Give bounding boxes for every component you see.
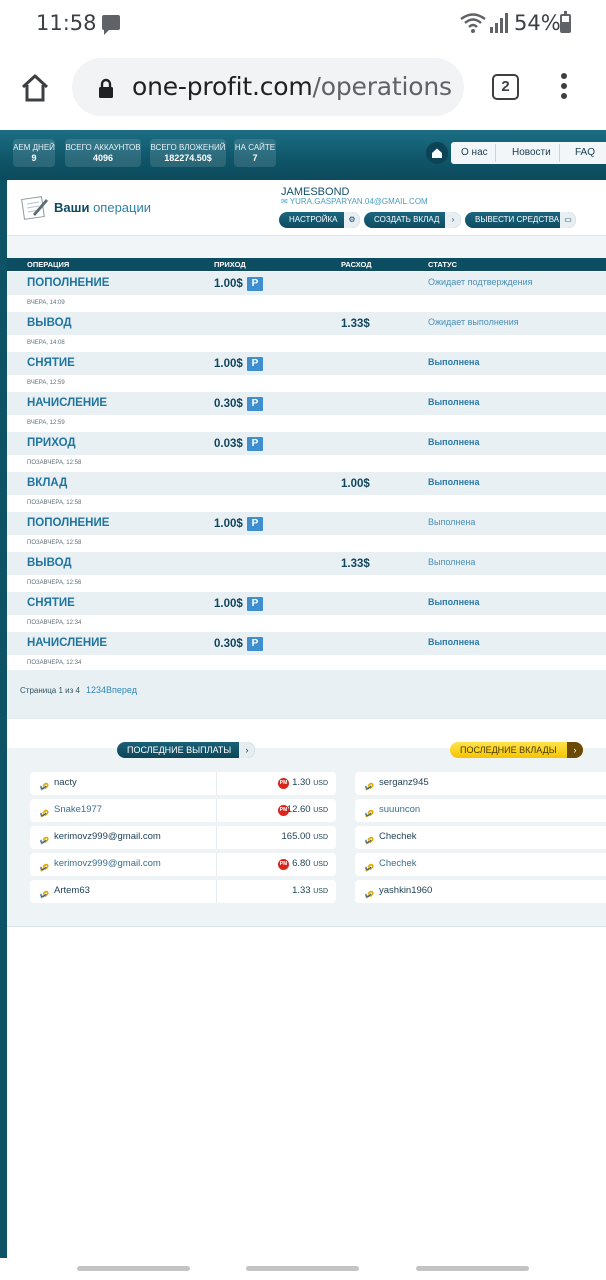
wallet-icon: ▭ [560, 212, 576, 228]
operation-status: Выполнена [428, 597, 480, 607]
operation-status: Ожидает подтверждения [428, 277, 533, 287]
nav-home-indicator[interactable] [246, 1266, 359, 1271]
settings-button[interactable]: НАСТРОЙКА ⚙ [279, 212, 360, 228]
payeer-icon: P [247, 437, 263, 451]
lock-icon [98, 78, 114, 98]
site-home-button[interactable] [426, 142, 448, 164]
operation-status: Выполнена [428, 397, 480, 407]
operation-type: ВЫВОД [27, 317, 72, 329]
deposit-row [355, 853, 606, 876]
operation-date: ПОЗАВЧЕРА, 12:58 [27, 540, 82, 546]
table-row [7, 272, 606, 312]
operation-status: Выполнена [428, 517, 476, 527]
payout-row [30, 799, 336, 822]
payout-user: Snake1977 [54, 804, 103, 815]
deposit-row [355, 826, 606, 849]
payout-row [30, 880, 336, 903]
expense-amount: 1.33$ [341, 558, 370, 570]
more-menu-icon[interactable] [561, 73, 567, 103]
perfect-money-icon: PM [278, 778, 289, 789]
page-title: Ваши операции [54, 200, 152, 215]
status-bar [0, 0, 606, 48]
spacer-band [7, 236, 606, 258]
payeer-icon: P [247, 397, 263, 411]
link-icon [40, 886, 50, 904]
col-expense: РАСХОД [341, 260, 372, 269]
user-email: ✉ YURA.GASPARYAN.04@GMAIL.COM [281, 197, 428, 206]
arrow-icon: › [445, 212, 461, 228]
status-time: 11:58 [36, 11, 97, 35]
payout-user: nacty [54, 777, 77, 788]
table-row [7, 432, 606, 472]
site-nav [451, 142, 606, 164]
operation-date: ПОЗАВЧЕРА, 12:58 [27, 460, 82, 466]
link-icon [40, 859, 50, 877]
operation-type: ВКЛАД [27, 477, 68, 489]
notepad-icon [21, 194, 49, 220]
recent-deposits-button[interactable]: ПОСЛЕДНИЕ ВКЛАДЫ › [450, 742, 583, 758]
deposit-row [355, 880, 606, 903]
income-amount: 0.30$ [214, 398, 243, 410]
page-footer-area [7, 926, 606, 1260]
payout-amount: 1.30 USD [292, 777, 328, 788]
stat-accounts: ВСЕГО АККАУНТОВ 4096 [65, 139, 141, 167]
deposit-user: Chechek [379, 831, 417, 842]
link-icon [365, 886, 375, 904]
operation-type: НАЧИСЛЕНИЕ [27, 397, 108, 409]
stat-investments: ВСЕГО ВЛОЖЕНИЙ 182274.50$ [150, 139, 226, 167]
signal-icon [489, 13, 509, 33]
operation-date: ВЧЕРА, 12:59 [27, 420, 65, 426]
link-icon [40, 805, 50, 823]
table-row [7, 512, 606, 552]
nav-about[interactable]: О нас [461, 147, 488, 158]
table-row [7, 472, 606, 512]
deposit-user: Chechek [379, 858, 417, 869]
nav-recent-indicator[interactable] [77, 1266, 190, 1271]
stat-online: НА САЙТЕ 7 [234, 139, 276, 167]
payout-row [30, 826, 336, 849]
chevron-right-icon: › [567, 742, 583, 758]
recent-payouts-button[interactable]: ПОСЛЕДНИЕ ВЫПЛАТЫ › [117, 742, 255, 758]
nav-faq[interactable]: FAQ [575, 147, 596, 158]
operation-type: ПОПОЛНЕНИЕ [27, 277, 110, 289]
table-row [7, 352, 606, 392]
operation-type: НАЧИСЛЕНИЕ [27, 637, 108, 649]
site-header [0, 130, 606, 180]
home-icon [426, 142, 448, 164]
table-row [7, 592, 606, 632]
operation-date: ПОЗАВЧЕРА, 12:34 [27, 620, 82, 626]
income-amount: 1.00$ [214, 358, 243, 370]
income-amount: 0.03$ [214, 438, 243, 450]
operation-status: Выполнена [428, 357, 480, 367]
operation-type: ПРИХОД [27, 437, 76, 449]
deposit-row [355, 799, 606, 822]
deposit-user: suuuncon [379, 804, 421, 815]
link-icon [40, 832, 50, 850]
table-row [7, 552, 606, 592]
perfect-money-icon: PM [278, 859, 289, 870]
nav-news[interactable]: Новости [512, 147, 551, 158]
payeer-icon: P [247, 517, 263, 531]
withdraw-button[interactable]: ВЫВЕСТИ СРЕДСТВА ▭ [465, 212, 576, 228]
col-operation: ОПЕРАЦИЯ [27, 260, 70, 269]
operations-table-header [7, 258, 606, 271]
link-icon [40, 778, 50, 796]
payout-user: kerimovz999@gmail.com [54, 858, 161, 869]
payout-amount: 6.80 USD [292, 858, 328, 869]
address-bar[interactable] [72, 58, 464, 116]
operation-type: СНЯТИЕ [27, 597, 75, 609]
browser-toolbar [0, 48, 606, 130]
operation-date: ПОЗАВЧЕРА, 12:34 [27, 660, 82, 666]
page-indicator: Страница 1 из 4 [20, 686, 80, 695]
page-links[interactable]: 1234Вперед [86, 685, 137, 695]
deposit-user: yashkin1960 [379, 885, 433, 896]
operation-status: Выполнена [428, 437, 480, 447]
deposit-user: serganz945 [379, 777, 429, 788]
payout-row [30, 853, 336, 876]
operation-type: СНЯТИЕ [27, 357, 75, 369]
link-icon [365, 832, 375, 850]
payeer-icon: P [247, 597, 263, 611]
left-edge-strip [0, 180, 7, 1260]
income-amount: 1.00$ [214, 278, 243, 290]
chevron-right-icon: › [239, 742, 255, 758]
link-icon [365, 805, 375, 823]
link-icon [365, 859, 375, 877]
tab-switcher-button[interactable]: 2 [492, 74, 519, 100]
payout-user: kerimovz999@gmail.com [54, 831, 161, 842]
table-row [7, 312, 606, 352]
income-amount: 0.30$ [214, 638, 243, 650]
nav-back-indicator[interactable] [416, 1266, 529, 1271]
income-amount: 1.00$ [214, 518, 243, 530]
battery-level: 54% [514, 11, 561, 35]
operation-type: ВЫВОД [27, 557, 72, 569]
home-icon[interactable] [20, 74, 50, 102]
payout-user: Artem63 [54, 885, 90, 896]
gear-icon: ⚙ [344, 212, 360, 228]
perfect-money-icon: PM [278, 805, 289, 816]
col-income: ПРИХОД [214, 260, 246, 269]
payout-amount: 1.33 USD [292, 885, 328, 896]
payout-row [30, 772, 336, 795]
operation-status: Ожидает выполнения [428, 317, 519, 327]
message-notification-icon [102, 15, 120, 30]
operation-date: ВЧЕРА, 14:08 [27, 340, 65, 346]
deposit-row [355, 772, 606, 795]
expense-amount: 1.00$ [341, 478, 370, 490]
create-deposit-button[interactable]: СОЗДАТЬ ВКЛАД › [364, 212, 461, 228]
income-amount: 1.00$ [214, 598, 243, 610]
pagination [7, 670, 606, 718]
link-icon [365, 778, 375, 796]
expense-amount: 1.33$ [341, 318, 370, 330]
payout-amount: 12.60 USD [286, 804, 328, 815]
system-nav-bar [0, 1258, 606, 1280]
payout-amount: 165.00 USD [281, 831, 328, 842]
col-status: СТАТУС [428, 260, 458, 269]
stat-days: АЕМ ДНЕЙ 9 [13, 139, 55, 167]
table-row [7, 392, 606, 432]
operation-status: Выполнена [428, 477, 480, 487]
payeer-icon: P [247, 357, 263, 371]
operation-status: Выполнена [428, 557, 476, 567]
payeer-icon: P [247, 637, 263, 651]
operation-date: ВЧЕРА, 12:59 [27, 380, 65, 386]
username: JAMESBOND [281, 186, 350, 198]
operation-date: ВЧЕРА, 14:09 [27, 300, 65, 306]
table-row [7, 632, 606, 672]
operation-date: ПОЗАВЧЕРА, 12:56 [27, 580, 82, 586]
wifi-icon [460, 13, 486, 33]
operation-date: ПОЗАВЧЕРА, 12:58 [27, 500, 82, 506]
user-panel [7, 180, 606, 236]
battery-icon [560, 14, 571, 33]
url-text: one-profit.com/operations [132, 72, 452, 101]
payeer-icon: P [247, 277, 263, 291]
operation-type: ПОПОЛНЕНИЕ [27, 517, 110, 529]
operation-status: Выполнена [428, 637, 480, 647]
